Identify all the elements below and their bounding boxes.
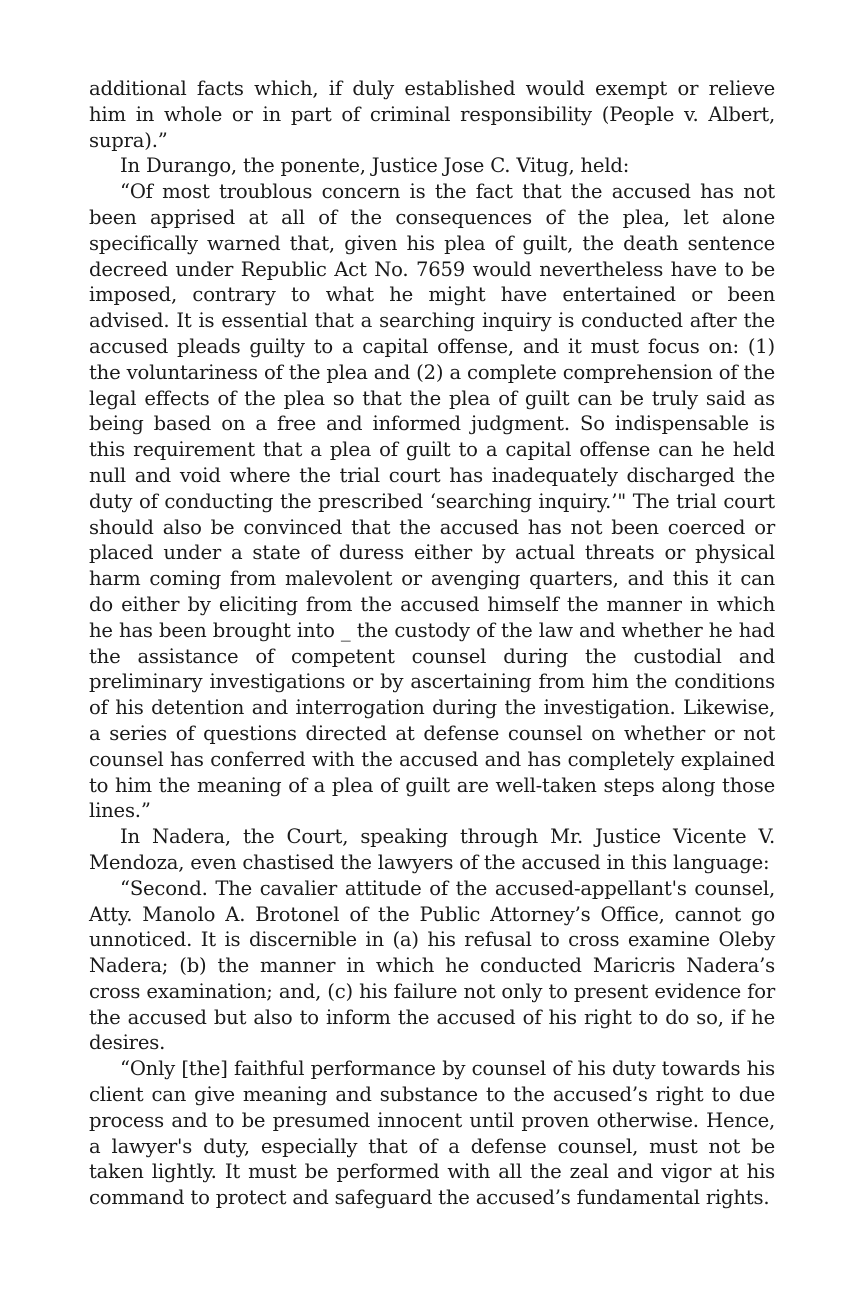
paragraph-durango-intro: In Durango, the ponente, Justice Jose C. Vitug, held: bbox=[120, 154, 630, 178]
document-page bbox=[89, 76, 775, 1211]
paragraph-continuation: additional facts which, if duly established would exempt or relieve him in whole or in part of criminal responsibility (People v. Albert, supra).” bbox=[89, 77, 775, 152]
paragraph-nadera-intro: In Nadera, the Court, speaking through Mr. Justice Vicente V. Mendoza, even chastised the lawyers of the accused in this language: bbox=[89, 825, 775, 874]
paragraph-nadera-quote-second: “Second. The cavalier attitude of the accused-appellant's counsel, Atty. Manolo A. Brotonel of the Public Attorney’s Office, cannot go unnoticed. It is discernible in (a) his refusal to cross examine Oleby Nadera; (b) the manner in which he conducted Maricris Nadera’s cross examination; and, (c) his failure not only to present evidence for the accused but also to inform the accused of his right to do so, if he desires. bbox=[89, 876, 775, 1055]
paragraph-nadera-quote-duty: “Only [the] faithful performance by counsel of his duty towards his client can give meaning and substance to the accused’s right to due process and to be presumed innocent until proven otherwise. Hence, a lawyer's duty, especially that of a defense counsel, must not be taken lightly. It must be performed with all the zeal and vigor at his command to protect and safeguard the accused’s fundamental rights. bbox=[89, 1057, 775, 1210]
paragraph-durango-quote: “Of most troublous concern is the fact that the accused has not been apprised at all of the consequences of the plea, let alone specifically warned that, given his plea of guilt, the death sentence decreed under Republic Act No. 7659 would nevertheless have to be imposed, contrary to what he might have entertained or been advised. It is essential that a searching inquiry is conducted after the accused pleads guilty to a capital offense, and it must focus on: (1) the voluntariness of the plea and (2) a complete comprehension of the legal effects of the plea so that the plea of guilt can be truly said as being based on a free and informed judgment. So indispensable is this requirement that a plea of guilt to a capital offense can he held null and void where the trial court has inadequately discharged the duty of conducting the prescribed ‘searching inquiry.’" The trial court should also be convinced that the accused has not been coerced or placed under a state of duress either by actual threats or physical harm coming from malevolent or avenging quarters, and this it can do either by eliciting from the accused himself the manner in which he has been brought into _ the custody of the law and whether he had the assistance of competent counsel during the custodial and preliminary investigations or by ascertaining from him the conditions of his detention and interrogation during the investigation. Likewise, a series of questions directed at defense counsel on whether or not counsel has conferred with the accused and has completely explained to him the meaning of a plea of guilt are well-taken steps along those lines.” bbox=[89, 180, 775, 823]
